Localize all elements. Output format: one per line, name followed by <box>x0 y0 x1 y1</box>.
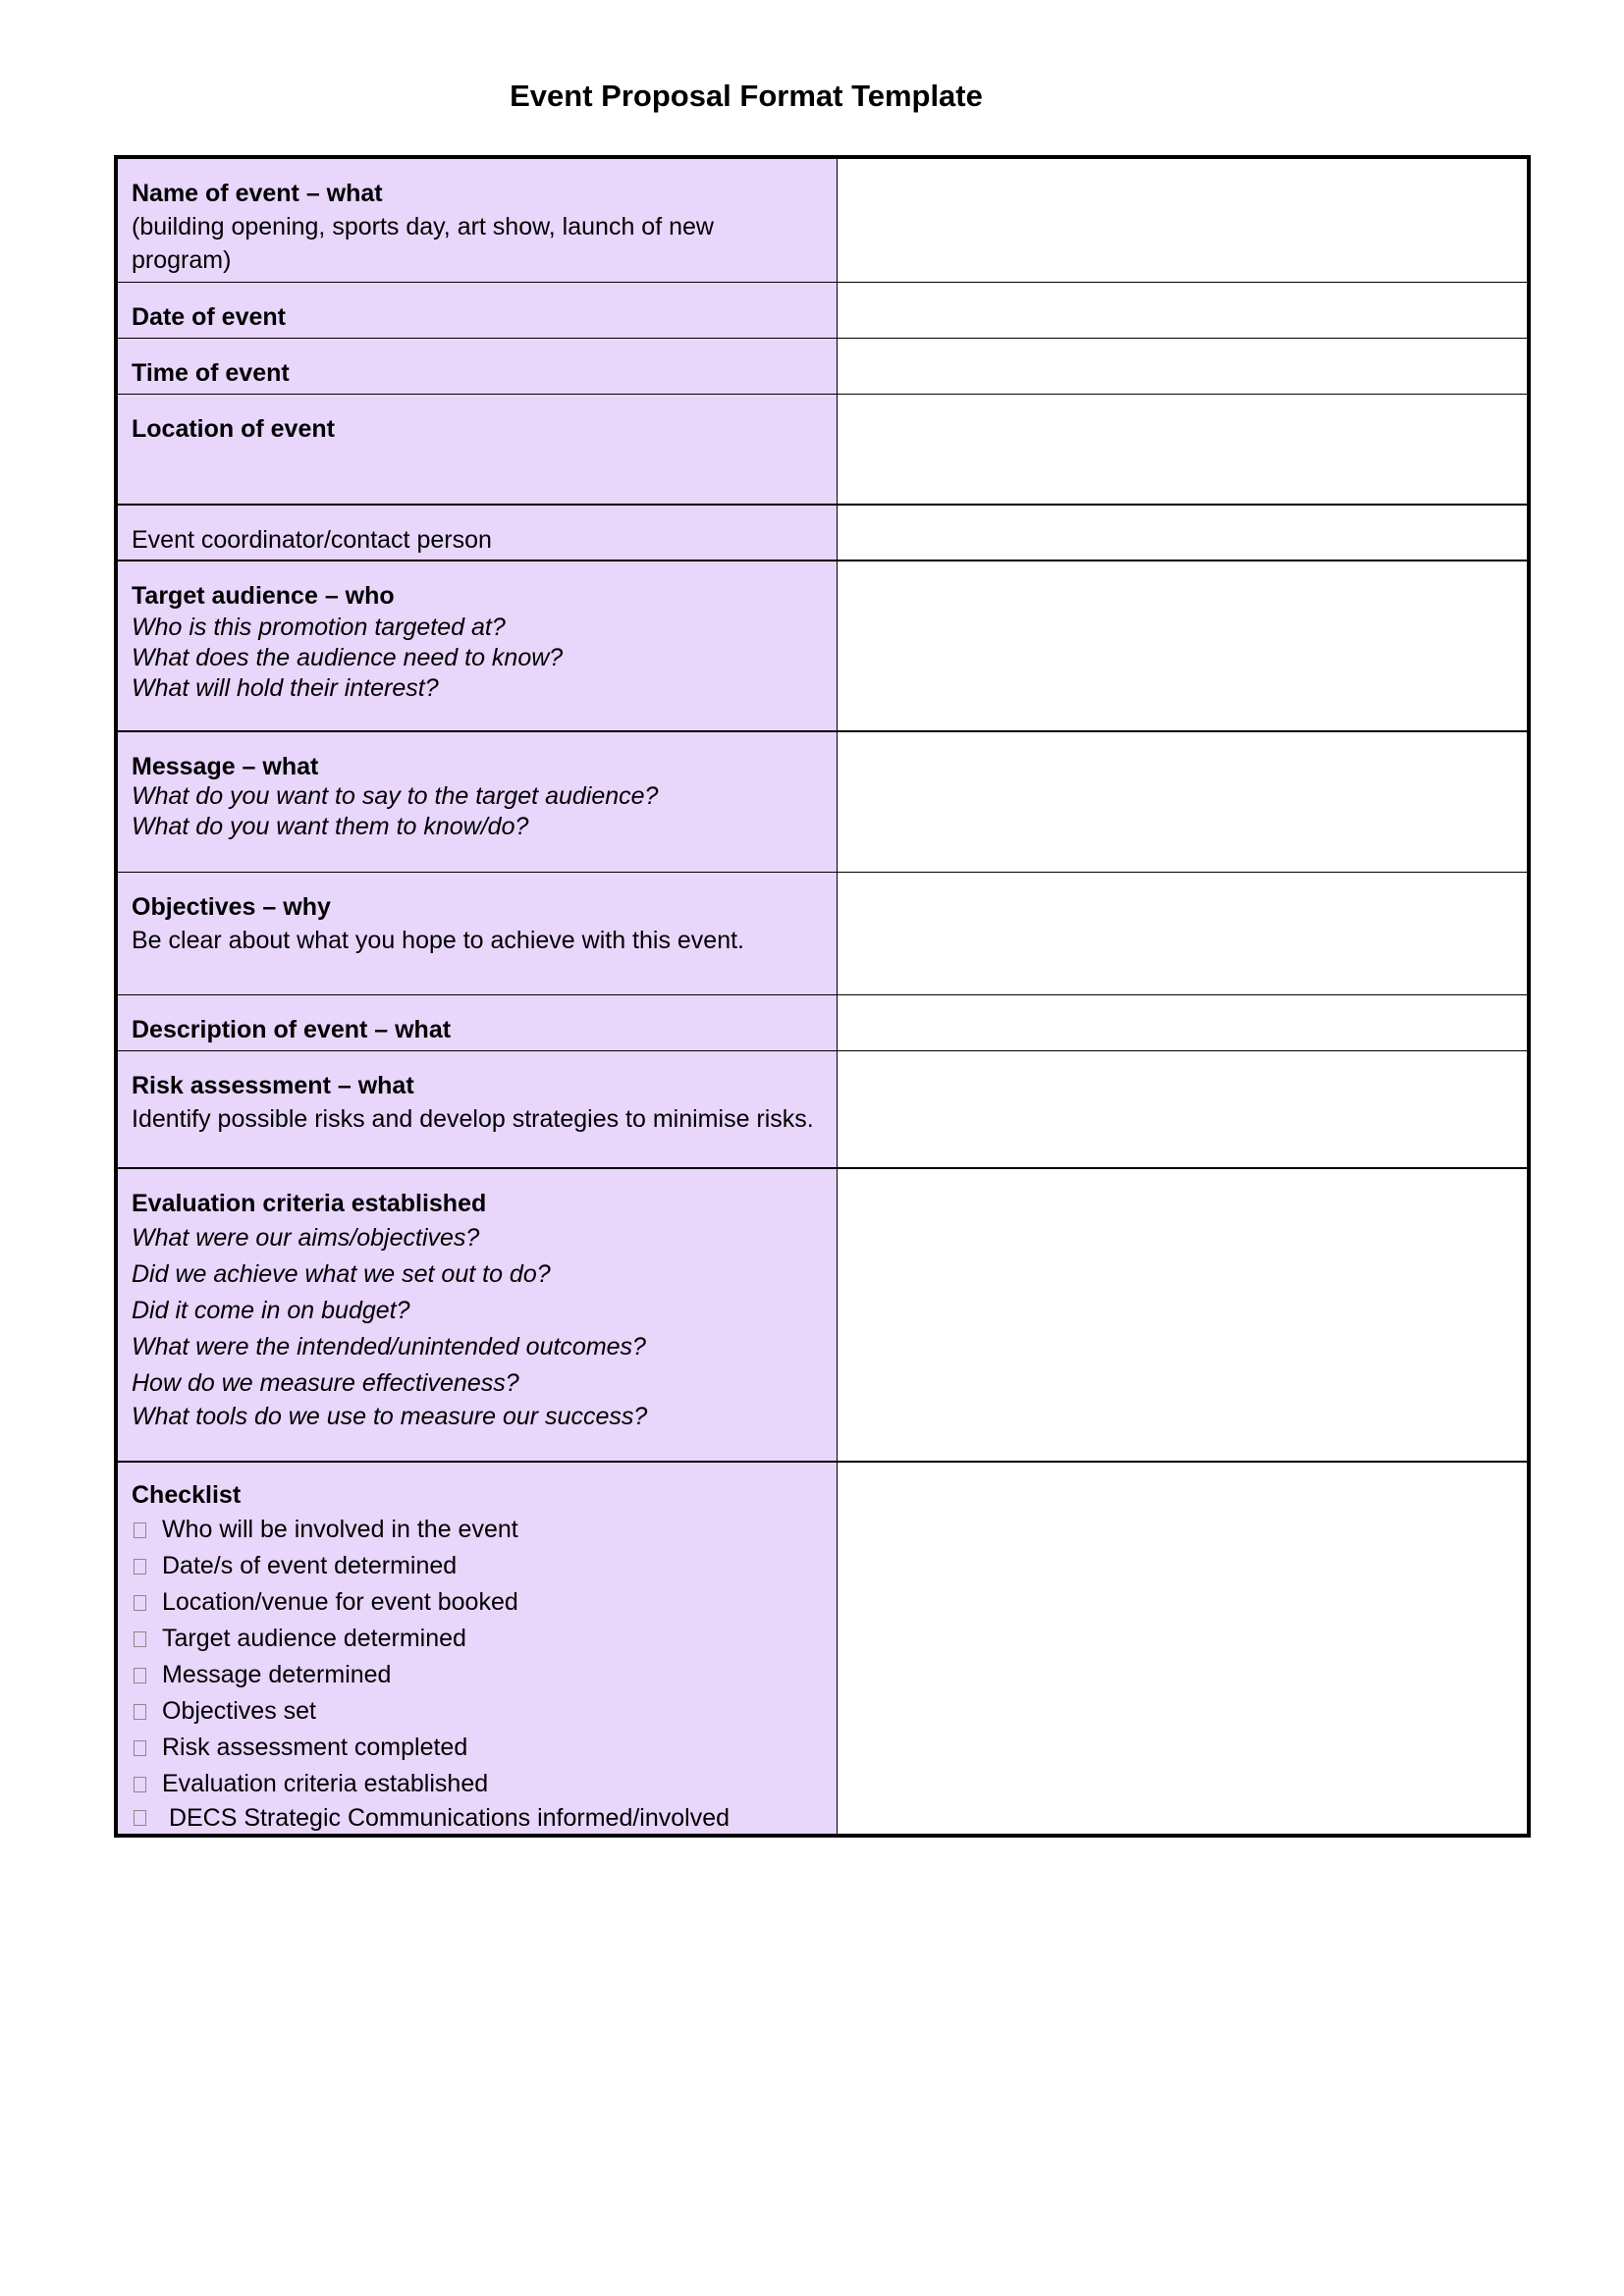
checklist-item[interactable] <box>132 1730 823 1766</box>
label-checklist <box>116 1462 837 1836</box>
row-heading: Risk assessment – what <box>132 1071 414 1099</box>
label-evaluation-criteria <box>116 1168 837 1462</box>
row-question: Did it come in on budget? <box>132 1297 410 1324</box>
row-heading: Location of event <box>132 414 335 443</box>
row-question: What tools do we use to measure our success? <box>132 1403 648 1430</box>
value-location-of-event[interactable] <box>837 394 1529 505</box>
page-title: Event Proposal Format Template <box>510 79 983 113</box>
row-heading: Date of event <box>132 302 286 331</box>
row-question: What will hold their interest? <box>132 674 439 702</box>
row-question: How do we measure effectiveness? <box>132 1369 519 1397</box>
checkbox-icon[interactable] <box>134 1668 146 1683</box>
row-question: What were the intended/unintended outcomes? <box>132 1333 646 1361</box>
row-hint: (building opening, sports day, art show, launch of new <box>132 213 714 240</box>
row-heading: Objectives – why <box>132 892 331 921</box>
value-objectives[interactable] <box>837 872 1529 994</box>
value-date-of-event[interactable] <box>837 282 1529 338</box>
row-question: What do you want to say to the target audience? <box>132 782 659 810</box>
checklist-item[interactable] <box>132 1802 823 1834</box>
row-heading: Event coordinator/contact person <box>132 526 492 554</box>
row-question: Who is this promotion targeted at? <box>132 614 506 641</box>
label-description-of-event <box>116 994 837 1050</box>
row-heading: Target audience – who <box>132 582 395 610</box>
checklist-item-label: Risk assessment completed <box>162 1734 468 1761</box>
value-risk-assessment[interactable] <box>837 1050 1529 1168</box>
row-evaluation-criteria <box>116 1168 1529 1462</box>
checklist-item[interactable] <box>132 1621 823 1657</box>
checklist-item-label: Who will be involved in the event <box>162 1516 518 1543</box>
value-evaluation-criteria[interactable] <box>837 1168 1529 1462</box>
value-target-audience[interactable] <box>837 561 1529 731</box>
label-objectives <box>116 872 837 994</box>
value-event-coordinator[interactable] <box>837 505 1529 561</box>
row-description-of-event <box>116 994 1529 1050</box>
value-message[interactable] <box>837 731 1529 872</box>
checklist-item[interactable] <box>132 1693 823 1730</box>
checklist-item[interactable] <box>132 1766 823 1802</box>
row-heading: Evaluation criteria established <box>132 1190 487 1217</box>
checklist-item[interactable] <box>132 1512 823 1548</box>
checkbox-icon[interactable] <box>134 1595 146 1611</box>
row-target-audience <box>116 561 1529 731</box>
row-question: What does the audience need to know? <box>132 644 564 671</box>
checklist-item-label: Message determined <box>162 1661 392 1688</box>
row-heading: Name of event – what <box>132 180 383 207</box>
checklist-item-label: Location/venue for event booked <box>162 1588 518 1616</box>
checklist-item-label: Evaluation criteria established <box>162 1770 489 1797</box>
label-location-of-event <box>116 394 837 505</box>
label-time-of-event <box>116 338 837 394</box>
row-date-of-event <box>116 282 1529 338</box>
label-name-of-event <box>116 157 837 282</box>
checkbox-icon[interactable] <box>134 1777 146 1792</box>
row-objectives <box>116 872 1529 994</box>
checkbox-icon[interactable] <box>134 1810 146 1826</box>
row-risk-assessment <box>116 1050 1529 1168</box>
label-target-audience <box>116 561 837 731</box>
checklist-item-label: Objectives set <box>162 1697 317 1725</box>
value-description-of-event[interactable] <box>837 994 1529 1050</box>
checklist-item-label: Target audience determined <box>162 1625 466 1652</box>
row-event-coordinator <box>116 505 1529 561</box>
row-heading: Checklist <box>132 1481 242 1509</box>
checkbox-icon[interactable] <box>134 1704 146 1720</box>
row-question: What do you want them to know/do? <box>132 813 529 840</box>
event-proposal-table <box>114 155 1531 1838</box>
checklist-item-label: DECS Strategic Communications informed/involved <box>162 1804 731 1832</box>
row-location-of-event <box>116 394 1529 505</box>
label-event-coordinator <box>116 505 837 561</box>
value-time-of-event[interactable] <box>837 338 1529 394</box>
row-heading: Description of event – what <box>132 1015 452 1043</box>
label-message <box>116 731 837 872</box>
row-question: Did we achieve what we set out to do? <box>132 1260 551 1288</box>
label-risk-assessment <box>116 1050 837 1168</box>
checklist-item[interactable] <box>132 1548 823 1584</box>
row-name-of-event <box>116 157 1529 282</box>
row-hint: program) <box>132 246 232 274</box>
label-date-of-event <box>116 282 837 338</box>
checklist-item[interactable] <box>132 1584 823 1621</box>
row-time-of-event <box>116 338 1529 394</box>
checkbox-icon[interactable] <box>134 1631 146 1647</box>
row-heading: Time of event <box>132 358 290 387</box>
checklist-item-label: Date/s of event determined <box>162 1552 458 1579</box>
row-message <box>116 731 1529 872</box>
checkbox-icon[interactable] <box>134 1559 146 1575</box>
row-hint: Be clear about what you hope to achieve with this event. <box>132 926 744 954</box>
checkbox-icon[interactable] <box>134 1522 146 1538</box>
row-heading: Message – what <box>132 753 319 780</box>
value-checklist[interactable] <box>837 1462 1529 1836</box>
row-checklist <box>116 1462 1529 1836</box>
checklist-item[interactable] <box>132 1657 823 1693</box>
value-name-of-event[interactable] <box>837 157 1529 282</box>
row-question: What were our aims/objectives? <box>132 1224 480 1252</box>
row-hint: Identify possible risks and develop strategies to minimise risks. <box>132 1104 814 1133</box>
checkbox-icon[interactable] <box>134 1740 146 1756</box>
